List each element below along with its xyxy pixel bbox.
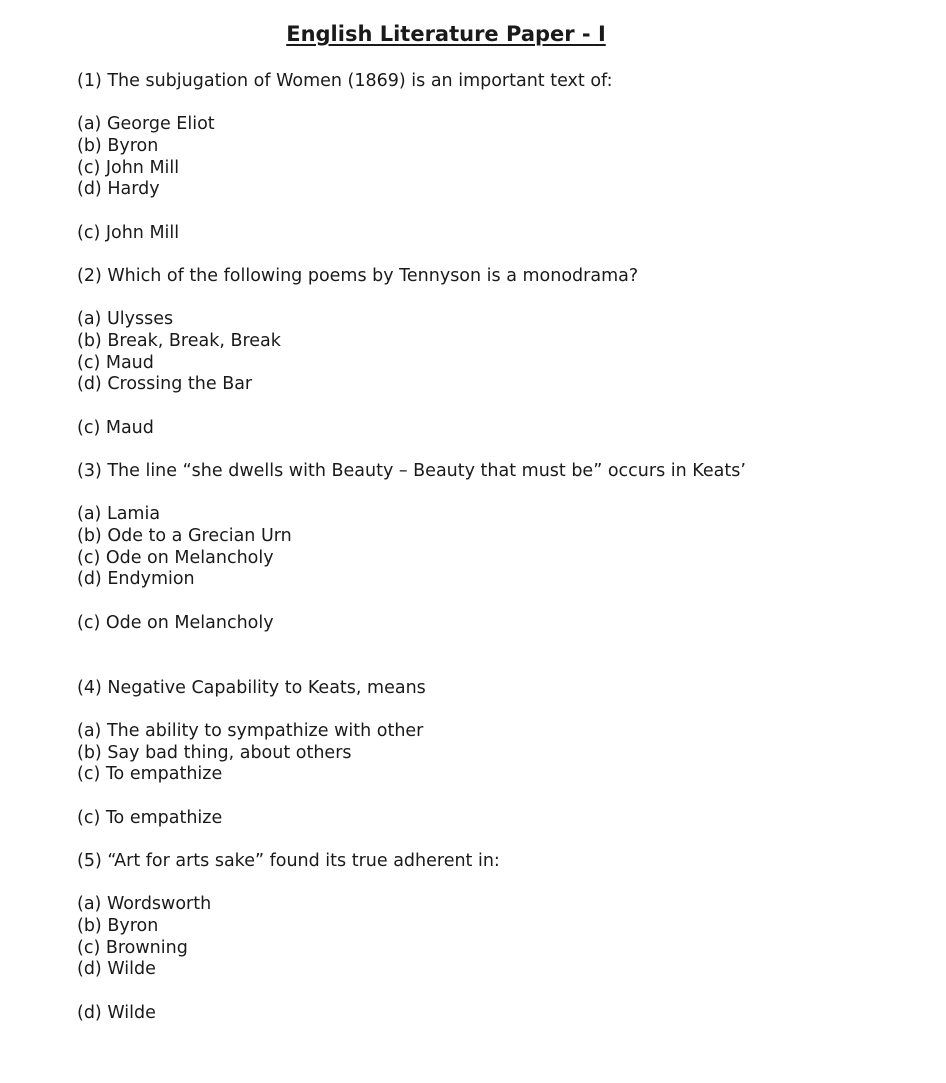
option-b: (b) Ode to a Grecian Urn (77, 526, 292, 546)
option-a: (a) Wordsworth (77, 894, 212, 915)
answer: (c) To empathize (77, 807, 223, 828)
option-d: (d) Endymion (77, 569, 195, 590)
option-c: (c) Ode on Melancholy (77, 547, 274, 568)
question-text: (4) Negative Capability to Keats, means (77, 677, 426, 698)
answer: (c) Ode on Melancholy (77, 612, 274, 633)
option-b: (b) Byron (77, 915, 159, 936)
answer: (d) Wilde (77, 1002, 156, 1023)
option-d: (d) Hardy (77, 179, 160, 200)
option-d: (d) Wilde (77, 959, 156, 980)
question-4 (77, 678, 917, 830)
option-a: (a) Lamia (77, 504, 161, 525)
option-c: (c) To empathize (77, 764, 223, 785)
option-list (77, 309, 917, 396)
option-list (77, 894, 917, 981)
option-b: (b) Say bad thing, about others (77, 742, 352, 763)
option-a: (a) Ulysses (77, 309, 174, 330)
question-text: (2) Which of the following poems by Tennyson is a monodrama? (77, 266, 639, 286)
option-list (77, 721, 917, 786)
option-c: (c) Maud (77, 352, 154, 373)
option-list (77, 504, 917, 591)
spacer (77, 656, 917, 678)
question-text: (1) The subjugation of Women (1869) is an important text of: (77, 71, 613, 91)
question-3 (77, 461, 917, 634)
answer: (c) Maud (77, 417, 154, 438)
question-text: (5) “Art for arts sake” found its true adherent in: (77, 850, 500, 871)
option-b: (b) Byron (77, 136, 159, 156)
question-2 (77, 266, 917, 439)
option-list (77, 114, 917, 201)
question-5 (77, 851, 917, 1024)
option-c: (c) John Mill (77, 157, 180, 178)
option-c: (c) Browning (77, 937, 188, 958)
option-d: (d) Crossing the Bar (77, 374, 253, 395)
option-a: (a) The ability to sympathize with other (77, 720, 424, 741)
option-a: (a) George Eliot (77, 114, 215, 135)
question-list (77, 71, 917, 1046)
option-b: (b) Break, Break, Break (77, 331, 281, 351)
question-1 (77, 71, 917, 244)
page-title: English Literature Paper - I (286, 22, 606, 46)
question-text: (3) The line “she dwells with Beauty – Beauty that must be” occurs in Keats’ (77, 461, 746, 481)
answer: (c) John Mill (77, 222, 180, 243)
